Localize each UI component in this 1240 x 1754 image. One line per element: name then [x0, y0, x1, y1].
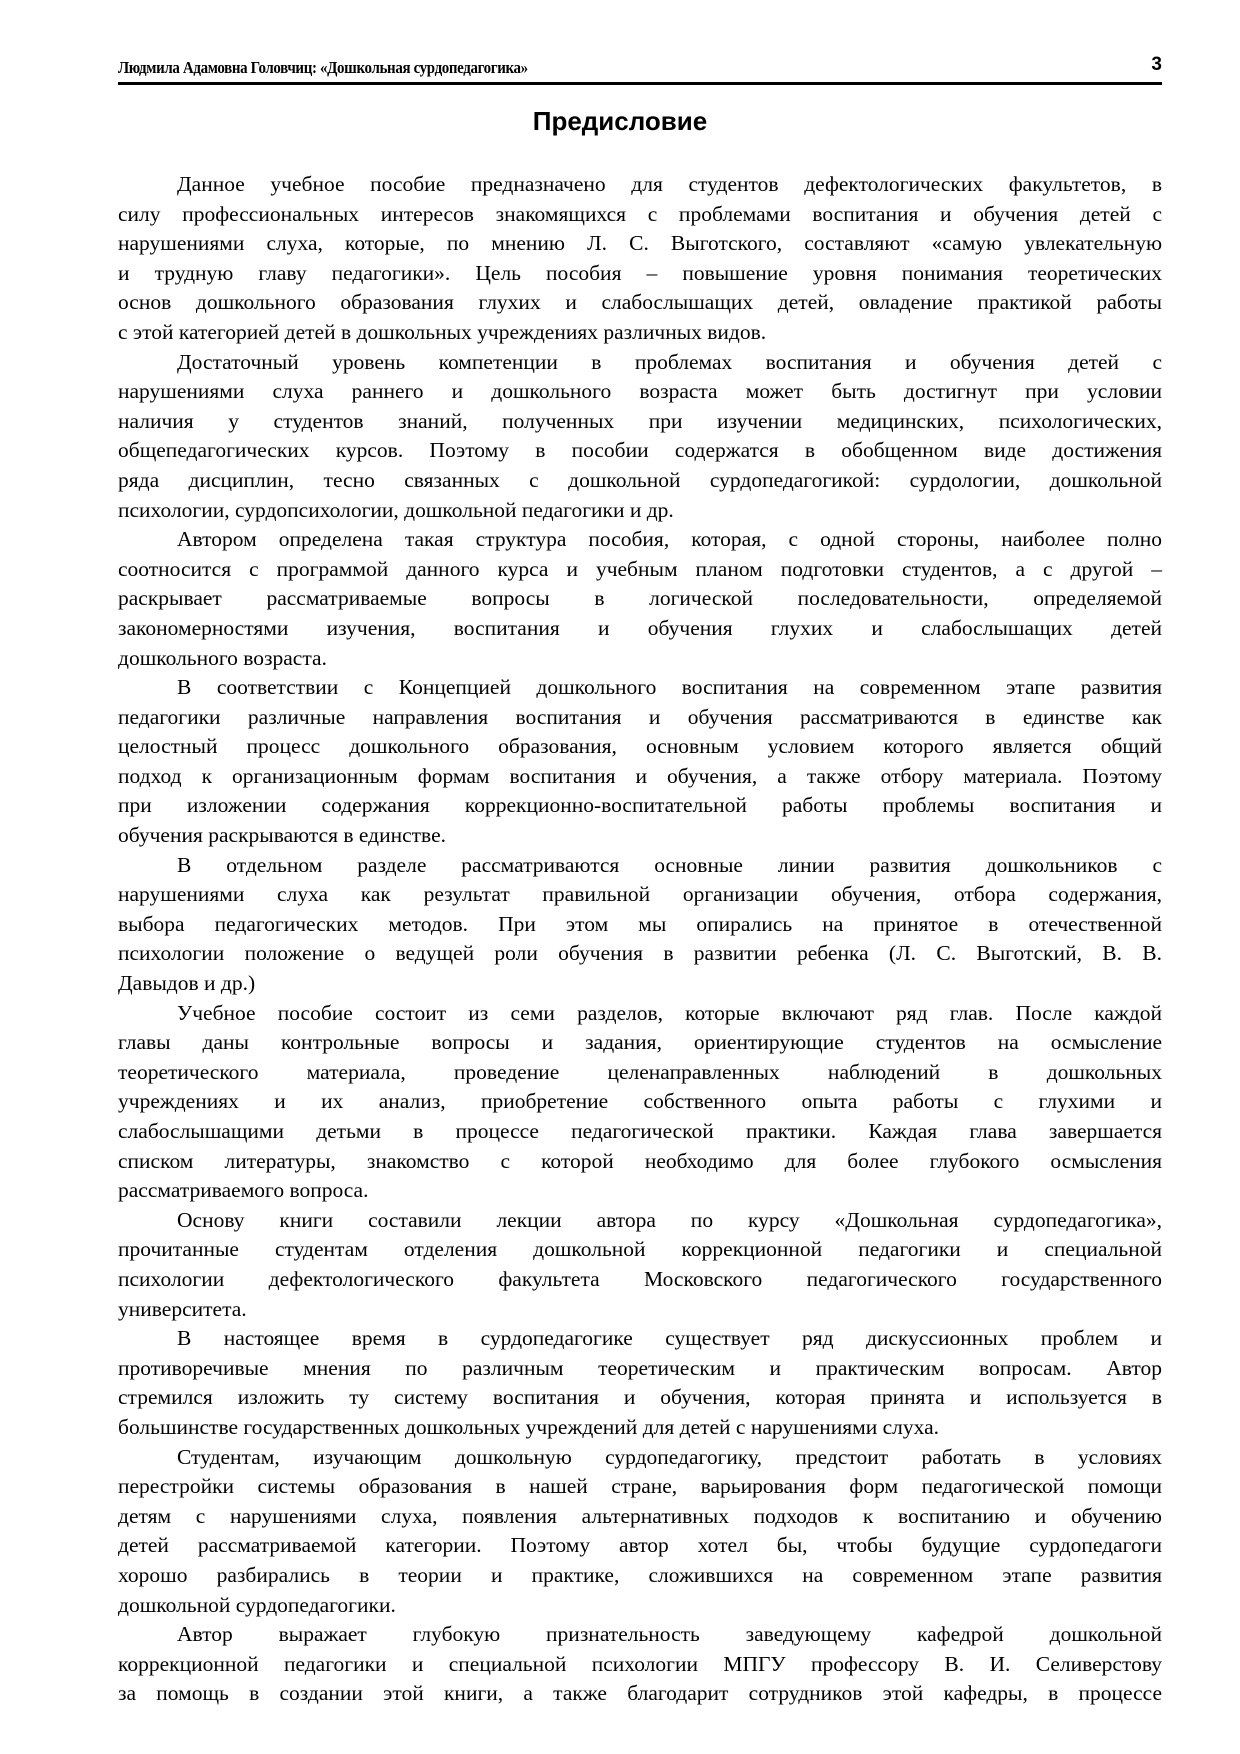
text-line: нарушениями слуха, которые, по мнению Л. С. Выготского, составляют «самую увлекательную: [118, 231, 1162, 256]
text-line: за помощь в создании этой книги, а также благодарит сотрудников этой кафедры, в процессе: [118, 1681, 1162, 1706]
text-line: педагогики различные направления воспитания и обучения рассматриваются в единстве как: [118, 704, 1162, 729]
text-line: соотносится с программой данного курса и учебным планом подготовки студентов, а с другой –: [118, 556, 1162, 581]
text-line: детей рассматриваемой категории. Поэтому автор хотел бы, чтобы будущие сурдопедагоги: [118, 1533, 1162, 1558]
text-line: закономерностями изучения, воспитания и обучения глухих и слабослышащих детей: [118, 615, 1162, 640]
text-line: Данное учебное пособие предназначено для студентов дефектологических факультетов, в: [177, 172, 1162, 196]
text-line: противоречивые мнения по различным теоретическим и практическим вопросам. Автор: [118, 1355, 1162, 1380]
page-number: 3: [1151, 54, 1162, 75]
paragraph: [118, 851, 1162, 999]
text-line: стремился изложить ту систему воспитания и обучения, которая принята и используется в: [118, 1385, 1162, 1410]
paragraph: [118, 1443, 1162, 1621]
text-line: коррекционной педагогики и специальной психологии МПГУ профессору В. И. Селиверстову: [118, 1651, 1162, 1676]
text-line: учреждениях и их анализ, приобретение собственного опыта работы с глухими и: [118, 1089, 1162, 1114]
text-line: слабослышащими детьми в процессе педагогической практики. Каждая глава завершается: [118, 1119, 1162, 1143]
text-line: большинстве государственных дошкольных учреждений для детей с нарушениями слуха.: [118, 1414, 939, 1439]
text-line: дошкольного возраста.: [118, 645, 327, 670]
text-line: и трудную главу педагогики». Цель пособия – повышение уровня понимания теоретических: [118, 260, 1162, 285]
text-line: теоретического материала, проведение целенаправленных наблюдений в дошкольных: [118, 1059, 1162, 1084]
text-line: Учебное пособие состоит из семи разделов, которые включают ряд глав. После каждой: [177, 1000, 1162, 1025]
paragraph: [118, 1620, 1162, 1709]
text-line: раскрывает рассматриваемые вопросы в логической последовательности, определяемой: [118, 586, 1162, 611]
text-line: Студентам, изучающим дошкольную сурдопедагогику, предстоит работать в условиях: [177, 1444, 1162, 1469]
text-line: психологии дефектологического факультета Московского педагогического государственного: [118, 1266, 1162, 1291]
running-title: Людмила Адамовна Головчиц: «Дошкольная сурдопедагогика»: [118, 58, 528, 77]
text-line: Автор выражает глубокую признательность заведующему кафедрой дошкольной: [177, 1622, 1162, 1647]
body-text: [118, 170, 1162, 1709]
text-line: нарушениями слуха как результат правильной организации обучения, отбора содержания,: [118, 882, 1162, 907]
paragraph: [118, 673, 1162, 851]
text-line: прочитанные студентам отделения дошкольной коррекционной педагогики и специальной: [118, 1237, 1162, 1262]
text-line: университета.: [118, 1296, 247, 1321]
section-title: Предисловие: [532, 106, 708, 136]
text-line: списком литературы, знакомство с которой необходимо для более глубокого осмысления: [118, 1148, 1162, 1173]
text-line: психологии положение о ведущей роли обучения в развитии ребенка (Л. С. Выготский, В. В.: [118, 941, 1162, 966]
text-line: при изложении содержания коррекционно-воспитательной работы проблемы воспитания и: [118, 793, 1162, 818]
text-line: Давыдов и др.): [118, 971, 256, 996]
paragraph: [118, 348, 1162, 526]
running-header: [118, 56, 1162, 85]
text-line: детям с нарушениями слуха, появления альтернативных подходов к воспитанию и обучению: [118, 1503, 1162, 1528]
paragraph: [118, 525, 1162, 673]
text-line: нарушениями слуха раннего и дошкольного возраста может быть достигнут при условии: [118, 379, 1162, 404]
text-line: общепедагогических курсов. Поэтому в пособии содержатся в обобщенном виде достижения: [118, 438, 1162, 463]
paragraph: [118, 170, 1162, 348]
text-line: силу профессиональных интересов знакомящихся с проблемами воспитания и обучения детей с: [118, 201, 1162, 226]
text-line: подход к организационным формам воспитания и обучения, а также отбору материала. Поэтому: [118, 763, 1162, 788]
paragraph: [118, 1324, 1162, 1442]
text-line: дошкольной сурдопедагогики.: [118, 1592, 396, 1617]
text-line: В настоящее время в сурдопедагогике существует ряд дискуссионных проблем и: [177, 1326, 1162, 1351]
paragraph: [118, 1206, 1162, 1324]
paragraph: [118, 999, 1162, 1206]
text-line: главы даны контрольные вопросы и задания, ориентирующие студентов на осмысление: [118, 1030, 1162, 1055]
text-line: Автором определена такая структура пособия, которая, с одной стороны, наиболее полно: [177, 527, 1162, 552]
text-line: психологии, сурдопсихологии, дошкольной педагогики и др.: [118, 497, 674, 522]
text-line: Достаточный уровень компетенции в проблемах воспитания и обучения детей с: [177, 349, 1162, 374]
text-line: В отдельном разделе рассматриваются основные линии развития дошкольников с: [177, 852, 1162, 877]
text-line: выбора педагогических методов. При этом мы опирались на принятое в отечественной: [118, 911, 1162, 936]
text-line: с этой категорией детей в дошкольных учреждениях различных видов.: [118, 319, 767, 344]
text-line: Основу книги составили лекции автора по курсу «Дошкольная сурдопедагогика»,: [177, 1207, 1162, 1232]
text-line: целостный процесс дошкольного образования, основным условием которого является общий: [118, 734, 1162, 759]
text-line: перестройки системы образования в нашей стране, варьирования форм педагогической помощи: [118, 1474, 1162, 1499]
text-line: ряда дисциплин, тесно связанных с дошкольной сурдопедагогикой: сурдологии, дошкольной: [118, 467, 1162, 492]
text-line: В соответствии с Концепцией дошкольного воспитания на современном этапе развития: [177, 675, 1162, 700]
text-line: основ дошкольного образования глухих и слабослышащих детей, овладение практикой работы: [118, 290, 1162, 315]
text-line: обучения раскрываются в единстве.: [118, 823, 447, 848]
text-line: хорошо разбирались в теории и практике, сложившихся на современном этапе развития: [118, 1562, 1162, 1587]
text-line: рассматриваемого вопроса.: [118, 1178, 369, 1203]
text-line: наличия у студентов знаний, полученных при изучении медицинских, психологических,: [118, 408, 1162, 433]
